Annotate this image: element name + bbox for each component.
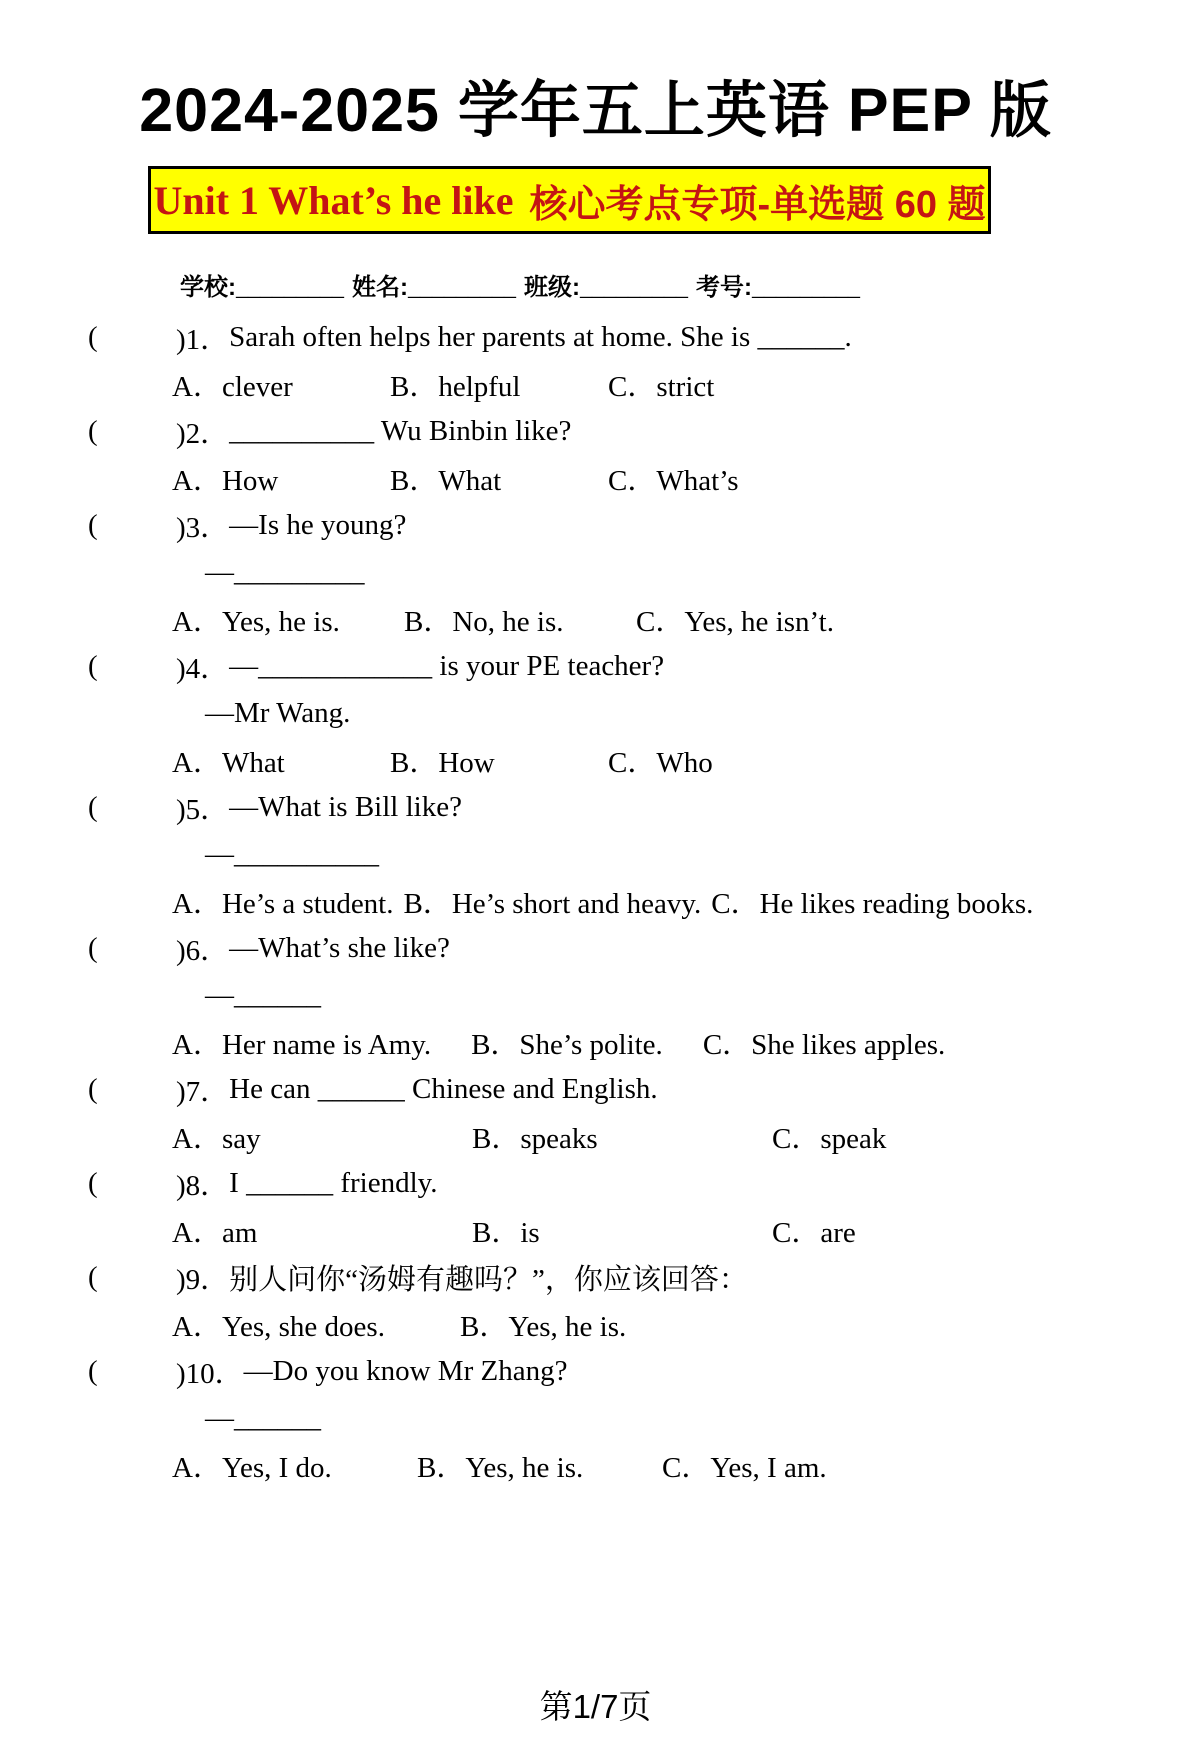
unit-banner-english: Unit 1 What’s he like <box>153 177 514 223</box>
question-10 <box>0 1348 1191 1489</box>
option-row <box>0 737 1191 784</box>
option-a: A．Yes, he is. <box>172 606 340 638</box>
answer-paren: ( <box>88 1355 98 1387</box>
option-row <box>0 455 1191 502</box>
question-text: —____________ is your PE teacher? <box>229 650 665 682</box>
option-c: C．Yes, I am. <box>662 1452 827 1484</box>
question-number: )8． <box>176 1170 230 1202</box>
question-text: —Is he young? <box>229 509 407 541</box>
option-a: A．Yes, she does. <box>172 1311 385 1343</box>
option-c: C．Yes, he isn’t. <box>636 606 834 638</box>
option-c: C．Who <box>608 747 713 779</box>
option-b: B．is <box>472 1217 540 1249</box>
question-5 <box>0 784 1191 925</box>
option-c: C．He likes reading books. <box>711 888 1034 920</box>
question-number: )7． <box>176 1076 230 1108</box>
page-title: 2024-2025 学年五上英语 PEP 版 <box>139 76 1052 144</box>
question-number: )4． <box>176 653 230 685</box>
question-1 <box>0 314 1191 408</box>
school-label: 学校: <box>180 274 236 301</box>
option-b: B．He’s short and heavy. <box>403 888 702 920</box>
option-a: A．am <box>172 1217 258 1249</box>
question-number: )9． <box>176 1264 230 1296</box>
question-8 <box>0 1160 1191 1254</box>
option-row <box>0 1019 1191 1066</box>
option-a: A．Her name is Amy. <box>172 1029 432 1061</box>
answer-paren: ( <box>88 650 98 682</box>
option-b: B．How <box>390 747 495 779</box>
name-blank: _________ <box>408 275 516 301</box>
answer-paren: ( <box>88 509 98 541</box>
question-subline: —_________ <box>205 556 365 588</box>
option-c: C．She likes apples. <box>702 1029 946 1061</box>
school-blank: _________ <box>236 275 344 301</box>
option-row <box>0 596 1191 643</box>
question-6 <box>0 925 1191 1066</box>
question-subline: —______ <box>205 1402 321 1434</box>
question-text: —What’s she like? <box>229 932 450 964</box>
question-text: __________ Wu Binbin like? <box>229 415 572 447</box>
option-b: B．speaks <box>472 1123 598 1155</box>
option-a: A．clever <box>172 371 293 403</box>
option-row <box>0 878 1191 925</box>
answer-paren: ( <box>88 1073 98 1105</box>
question-2 <box>0 408 1191 502</box>
question-subline: —______ <box>205 979 321 1011</box>
option-row <box>0 361 1191 408</box>
question-number: )2． <box>176 418 230 450</box>
question-number: )10． <box>176 1358 244 1390</box>
name-label: 姓名: <box>352 274 408 301</box>
option-a: A．Yes, I do. <box>172 1452 332 1484</box>
question-text: 别人问你“汤姆有趣吗？”，你应该回答： <box>229 1264 748 1296</box>
question-3 <box>0 502 1191 643</box>
unit-banner <box>148 166 991 234</box>
option-b: B．What <box>390 465 502 497</box>
question-text: Sarah often helps her parents at home. She is ______. <box>229 321 852 353</box>
option-c: C．speak <box>772 1123 887 1155</box>
answer-paren: ( <box>88 1167 98 1199</box>
unit-banner-chinese: 核心考点专项-单选题 60 题 <box>529 183 986 226</box>
option-b: B．Yes, he is. <box>460 1311 627 1343</box>
question-subline: —__________ <box>205 838 379 870</box>
question-4 <box>0 643 1191 784</box>
question-text: He can ______ Chinese and English. <box>229 1073 658 1105</box>
answer-paren: ( <box>88 1261 98 1293</box>
question-number: )5． <box>176 794 230 826</box>
question-number: )3． <box>176 512 230 544</box>
worksheet-page <box>0 70 1191 1754</box>
class-label: 班级: <box>524 274 580 301</box>
option-c: C．are <box>772 1217 856 1249</box>
question-list <box>0 314 1191 1489</box>
student-info-line <box>180 264 1191 302</box>
question-9 <box>0 1254 1191 1348</box>
option-a: A．say <box>172 1123 261 1155</box>
question-number: )1． <box>176 324 230 356</box>
question-text: I ______ friendly. <box>229 1167 438 1199</box>
question-7 <box>0 1066 1191 1160</box>
answer-paren: ( <box>88 415 98 447</box>
question-text: —What is Bill like? <box>229 791 462 823</box>
option-b: B．helpful <box>390 371 521 403</box>
option-row <box>0 1442 1191 1489</box>
answer-paren: ( <box>88 321 98 353</box>
option-c: C．strict <box>608 371 715 403</box>
question-number: )6． <box>176 935 230 967</box>
option-b: B．No, he is. <box>404 606 564 638</box>
question-subline: —Mr Wang. <box>205 697 351 729</box>
page-number: 第1/7页 <box>539 1688 652 1725</box>
answer-paren: ( <box>88 791 98 823</box>
option-a: A．What <box>172 747 285 779</box>
option-c: C．What’s <box>608 465 739 497</box>
option-a: A．He’s a student. <box>172 888 394 920</box>
question-text: —Do you know Mr Zhang? <box>243 1355 568 1387</box>
exam-number-label: 考号: <box>696 274 752 301</box>
option-b: B．She’s polite. <box>471 1029 663 1061</box>
option-row <box>0 1113 1191 1160</box>
option-row <box>0 1301 1191 1348</box>
option-a: A．How <box>172 465 279 497</box>
class-blank: _________ <box>580 275 688 301</box>
option-b: B．Yes, he is. <box>417 1452 584 1484</box>
answer-paren: ( <box>88 932 98 964</box>
option-row <box>0 1207 1191 1254</box>
exam-number-blank: _________ <box>752 275 860 301</box>
